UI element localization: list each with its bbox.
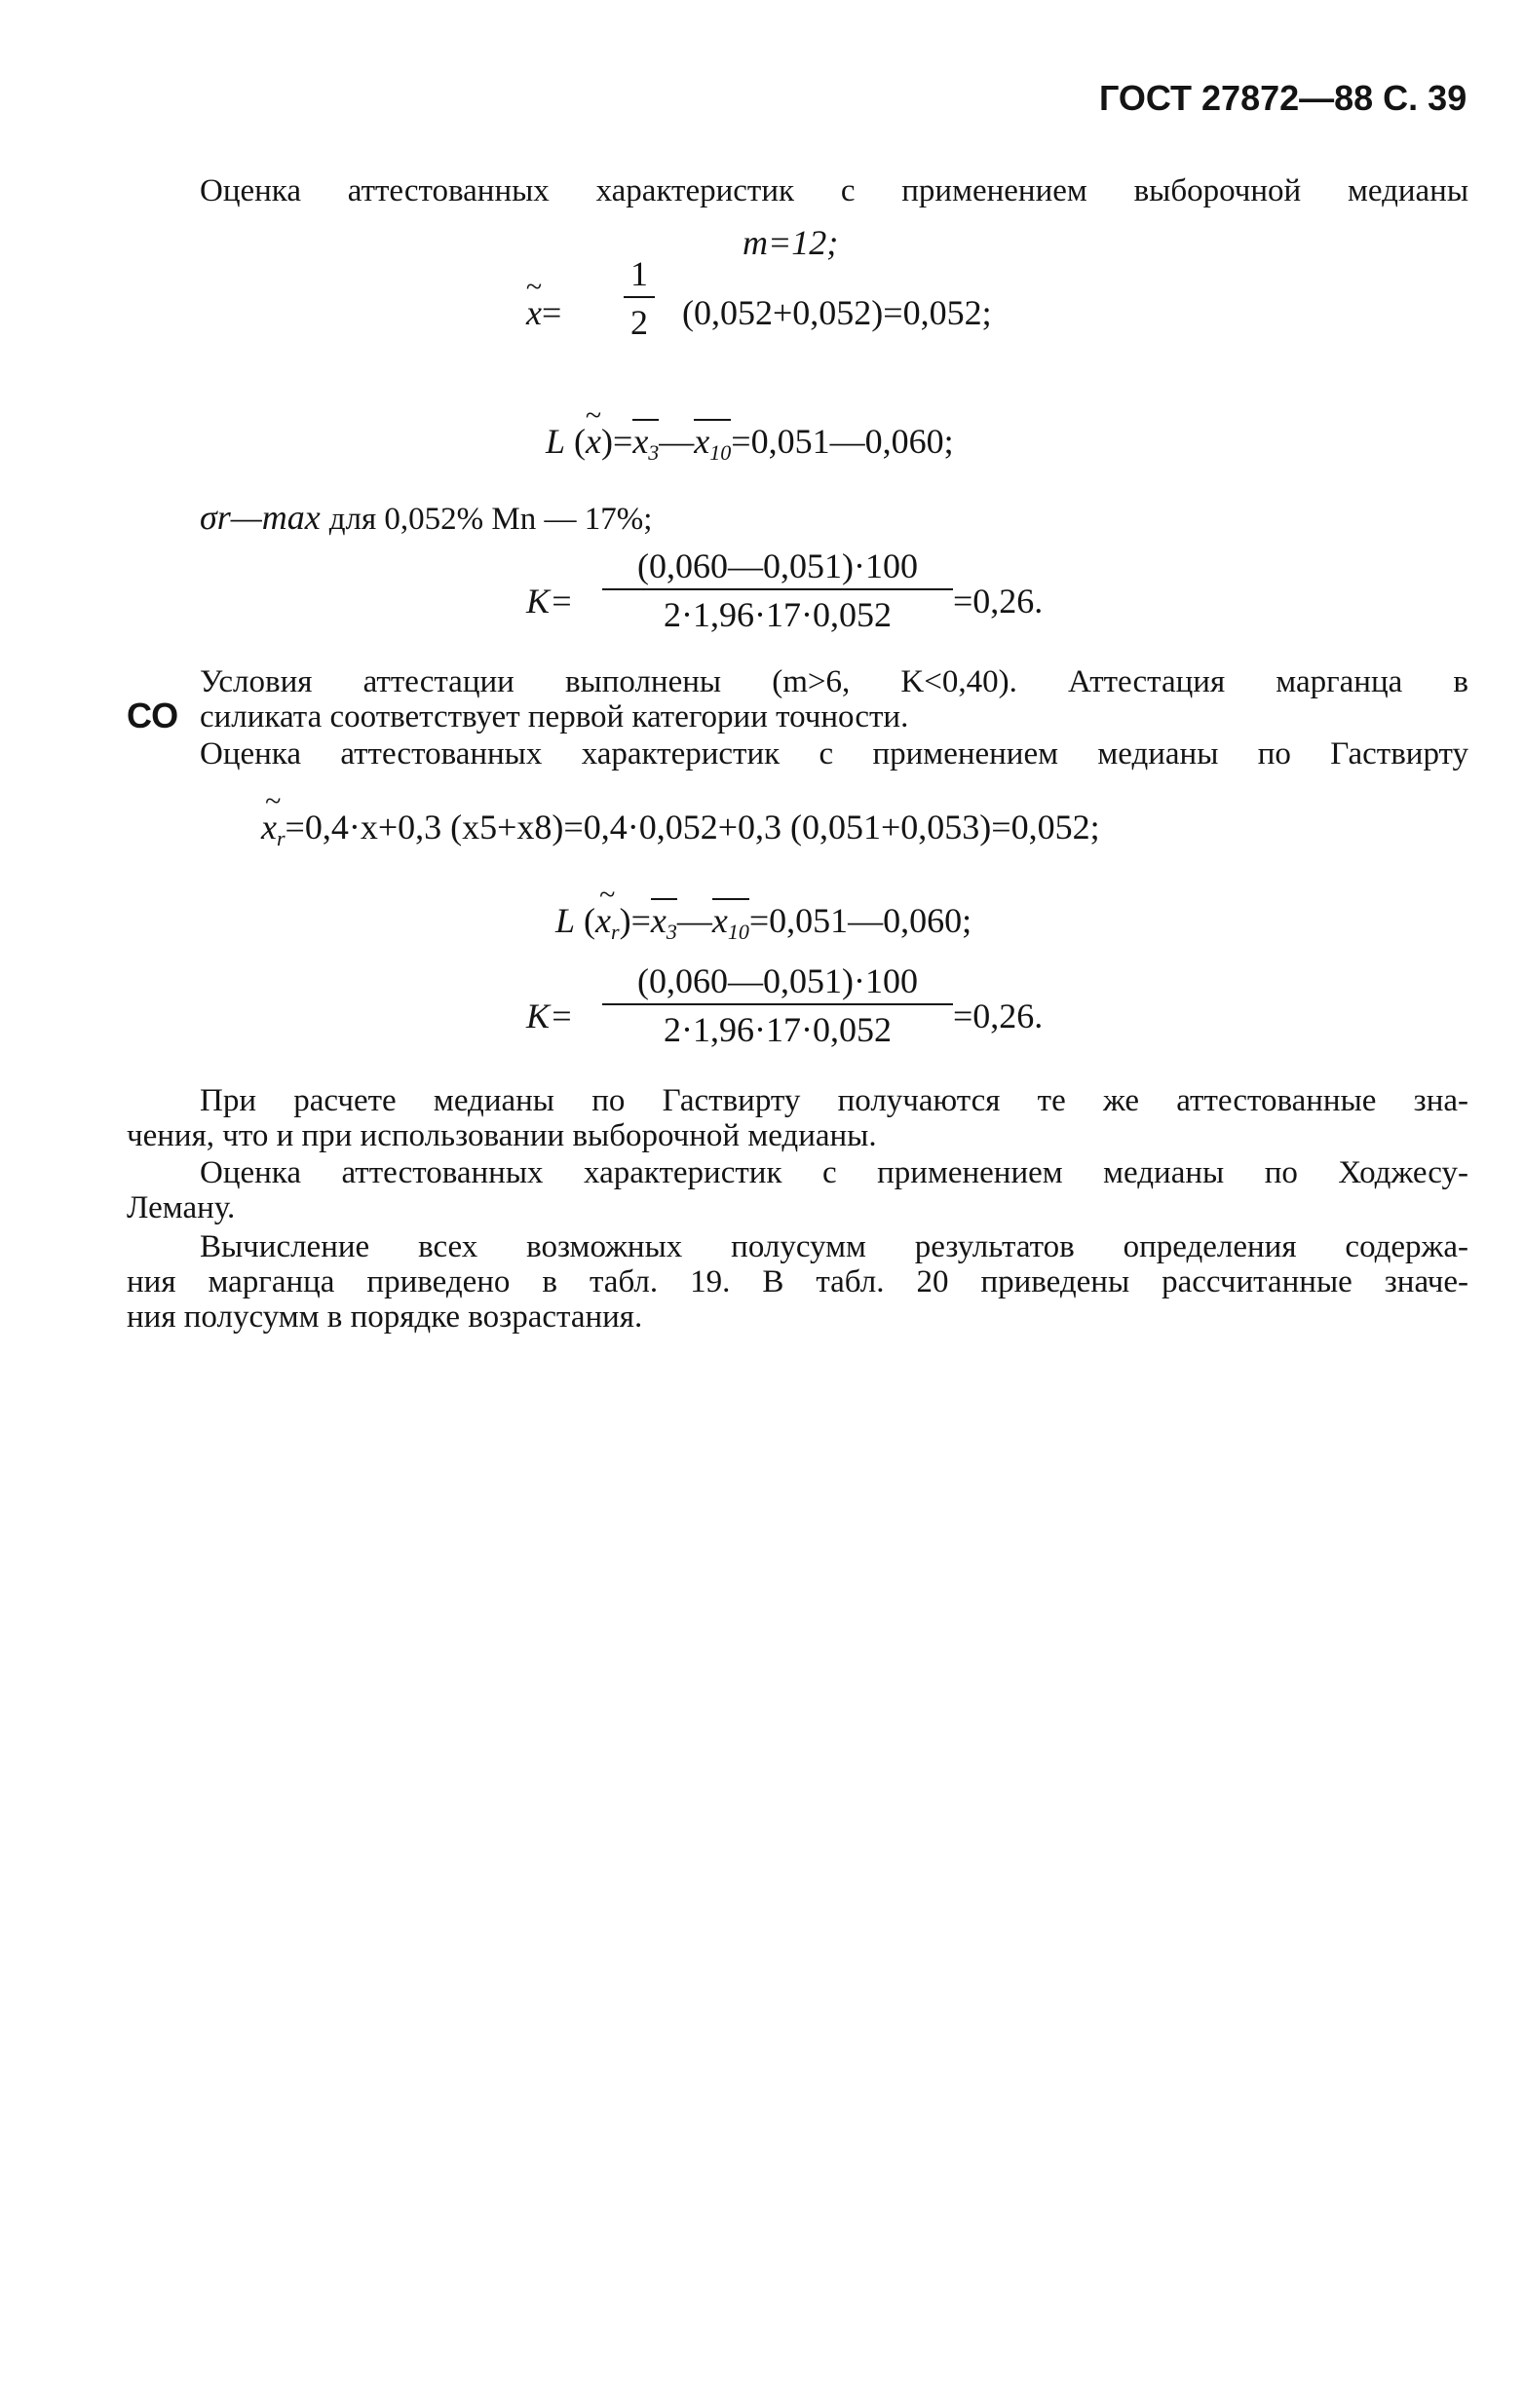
gastwirth-formula xyxy=(261,807,1100,851)
fraction-denominator: 2 xyxy=(630,303,648,342)
gastwirth-formula-rhs: =0,4·x+0,3 (x5+x8)=0,4·0,052+0,3 (0,051+0,053)=0,052; xyxy=(285,808,1100,847)
intro-paragraph: Оценка аттестованных характеристик с применением выборочной медианы xyxy=(200,173,1468,208)
sigma-text: для 0,052% Mn — 17%; xyxy=(328,502,653,537)
gastwirth-range-rhs: =0,051—0,060; xyxy=(748,901,972,940)
page-header: ГОСТ 27872—88 С. 39 xyxy=(1099,78,1467,118)
x-tilde-arg: ~ x xyxy=(586,421,601,462)
p1-line-1: При расчете медианы по Гаствирту получаются те же аттестованные зна- xyxy=(200,1083,1468,1118)
xr-tilde-arg: ~ $x_r$ xyxy=(595,900,620,945)
x-tilde-symbol: ~ x xyxy=(526,292,542,333)
k-numerator: (0,060—0,051)·100 xyxy=(637,546,918,585)
k-rhs: =0,26. xyxy=(953,582,1044,621)
equals-sign: = xyxy=(541,293,562,332)
median-formula-rhs: (0,052+0,052)=0,052; xyxy=(682,293,992,332)
fraction-line xyxy=(624,296,655,298)
xr-tilde-symbol: ~ $x_r$ xyxy=(261,807,286,851)
x3-bar: $x_3$ xyxy=(632,419,659,461)
p3-line-2: ния марганца приведено в табл. 19. В табл. 20 приведены рассчитанные значе- xyxy=(127,1264,1468,1299)
sigma-line xyxy=(200,497,652,538)
one-half-fraction xyxy=(624,253,655,343)
conditions-line-1: Условия аттестации выполнены (m>6, K<0,40). Аттестация марганца в xyxy=(200,664,1468,699)
range-formula-rhs: =0,051—0,060; xyxy=(731,422,954,461)
L-symbol: L xyxy=(546,422,566,461)
k2-numerator: (0,060—0,051)·100 xyxy=(637,961,918,1000)
p3-line-1: Вычисление всех возможных полусумм результатов определения содержа- xyxy=(200,1229,1468,1264)
sigma-symbol: σr—max xyxy=(200,498,321,537)
k-fraction-line xyxy=(602,588,953,590)
gastwirth-range-formula: L (~ $x_r)=x_3—x_{10}=0,051—0,060$; xyxy=(555,900,972,945)
x10-bar-2: $x_{10}$ xyxy=(712,898,749,940)
p2-line-2: Леману. xyxy=(127,1190,236,1225)
k2-lhs: K= xyxy=(526,997,574,1035)
p1-line-2: чения, что и при использовании выборочной медианы. xyxy=(127,1118,877,1153)
k2-rhs: =0,26. xyxy=(953,997,1044,1035)
margin-note-co: СО xyxy=(127,696,179,735)
x3-bar-2: $x_3$ xyxy=(651,898,677,940)
k-lhs: K= xyxy=(526,582,574,621)
x10-bar: $x_{10}$ xyxy=(694,419,731,461)
fraction-numerator: 1 xyxy=(630,254,648,293)
conditions-line-2: силиката соответствует первой категории точности. xyxy=(200,699,909,734)
gastwirth-intro: Оценка аттестованных характеристик с применением медианы по Гаствирту xyxy=(200,736,1468,771)
k2-fraction xyxy=(602,960,953,1050)
k-denominator: 2·1,96·17·0,052 xyxy=(664,595,892,634)
m-value-formula: m=12; xyxy=(743,223,839,262)
k-fraction xyxy=(602,546,953,635)
median-formula xyxy=(526,292,561,333)
range-formula: L (~ $x)=x_3—x_{10}=0,051—0,060$; xyxy=(546,421,954,466)
p2-line-1: Оценка аттестованных характеристик с применением медианы по Ходжесу- xyxy=(200,1155,1468,1190)
k2-denominator: 2·1,96·17·0,052 xyxy=(664,1010,892,1049)
L2-symbol: L xyxy=(555,901,576,940)
p3-line-3: ния полусумм в порядке возрастания. xyxy=(127,1299,643,1335)
k2-fraction-line xyxy=(602,1003,953,1005)
